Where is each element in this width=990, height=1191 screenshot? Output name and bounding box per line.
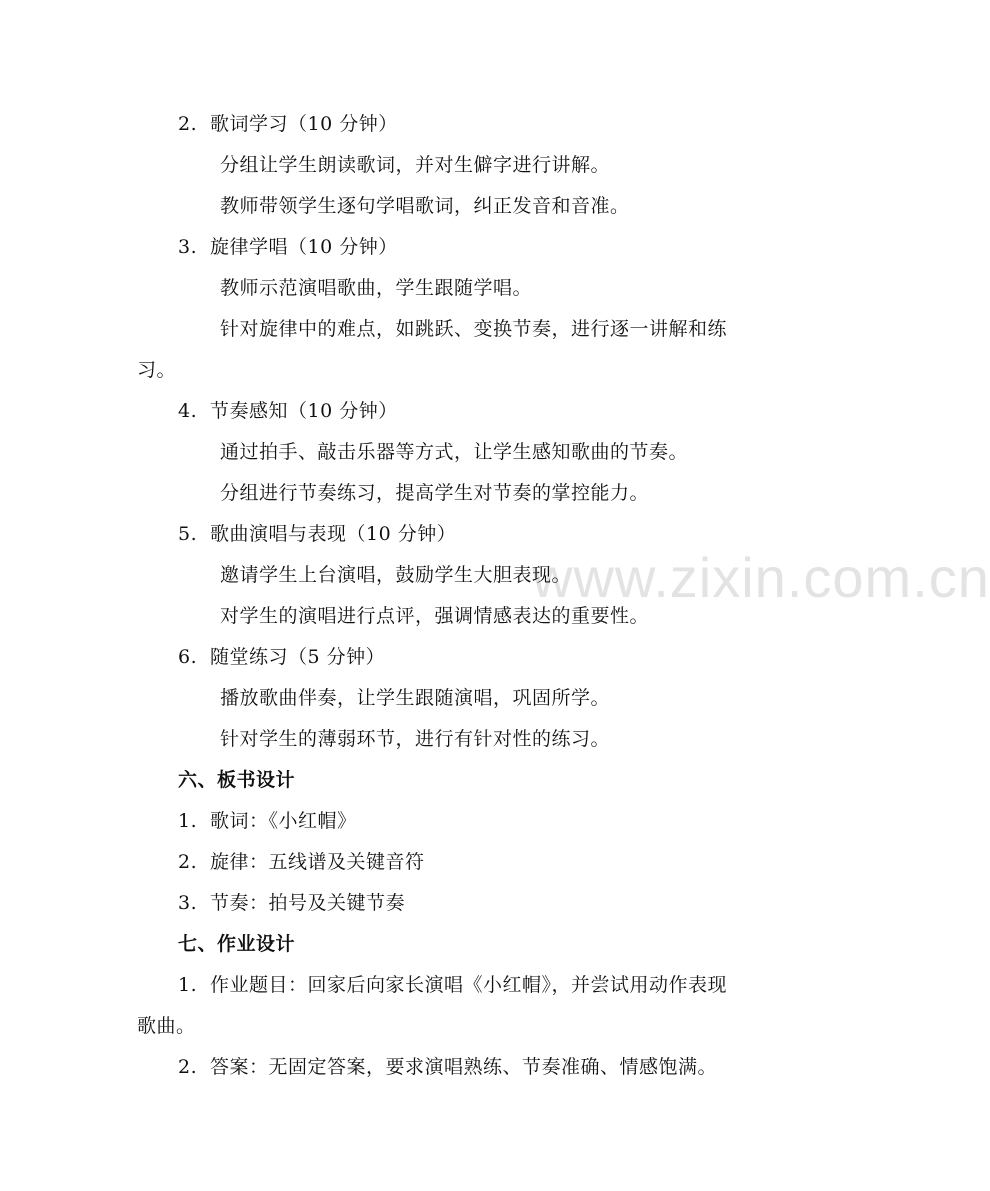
item-number: 2. — [178, 113, 198, 135]
list-item — [178, 808, 357, 834]
paragraph: 播放歌曲伴奏，让学生跟随演唱，巩固所学。 — [220, 687, 611, 709]
item-number: 4. — [178, 400, 198, 422]
item-number: 6. — [178, 646, 198, 668]
item-text: 节奏：拍号及关键节奏 — [210, 892, 406, 914]
paragraph: 教师示范演唱歌曲，学生跟随学唱。 — [220, 277, 533, 299]
item-number: 3. — [178, 236, 198, 258]
paragraph: 分组进行节奏练习，提高学生对节奏的掌控能力。 — [220, 482, 650, 504]
item-title: 歌曲演唱与表现（10 分钟） — [210, 523, 457, 545]
section-heading — [178, 234, 398, 260]
paragraph: 对学生的演唱进行点评，强调情感表达的重要性。 — [220, 605, 650, 627]
item-title: 旋律学唱（10 分钟） — [210, 236, 398, 258]
item-text: 作业题目：回家后向家长演唱《小红帽》，并尝试用动作表现 — [210, 974, 728, 996]
item-title: 歌词学习（10 分钟） — [210, 113, 398, 135]
paragraph: 邀请学生上台演唱，鼓励学生大胆表现。 — [220, 564, 572, 586]
item-title: 随堂练习（5 分钟） — [210, 646, 386, 668]
item-title: 节奏感知（10 分钟） — [210, 400, 398, 422]
list-item — [178, 849, 425, 875]
section-heading — [178, 398, 398, 424]
list-item — [178, 890, 405, 916]
paragraph: 教师带领学生逐句学唱歌词，纠正发音和音准。 — [220, 195, 630, 217]
paragraph-continuation: 歌曲。 — [137, 1015, 196, 1037]
section-heading — [178, 644, 385, 670]
item-number: 1. — [178, 974, 198, 996]
section-heading — [178, 521, 456, 547]
paragraph: 针对学生的薄弱环节，进行有针对性的练习。 — [220, 728, 611, 750]
list-item — [178, 972, 727, 998]
item-number: 1. — [178, 810, 198, 832]
paragraph: 通过拍手、敲击乐器等方式，让学生感知歌曲的节奏。 — [220, 441, 689, 463]
chapter-heading-homework: 七、作业设计 — [178, 933, 296, 955]
section-heading — [178, 111, 398, 137]
item-number: 5. — [178, 523, 198, 545]
chapter-heading-board-design: 六、板书设计 — [178, 769, 296, 791]
list-item — [178, 1054, 717, 1080]
item-number: 3. — [178, 892, 198, 914]
paragraph-continuation: 习。 — [137, 359, 177, 381]
paragraph: 分组让学生朗读歌词，并对生僻字进行讲解。 — [220, 154, 611, 176]
paragraph: 针对旋律中的难点，如跳跃、变换节奏，进行逐一讲解和练 — [220, 318, 728, 340]
watermark: www.zixin.com.cn — [532, 546, 990, 609]
item-number: 2. — [178, 1056, 198, 1078]
item-text: 答案：无固定答案，要求演唱熟练、节奏准确、情感饱满。 — [210, 1056, 718, 1078]
item-text: 歌词：《小红帽》 — [210, 810, 357, 832]
item-number: 2. — [178, 851, 198, 873]
item-text: 旋律：五线谱及关键音符 — [210, 851, 425, 873]
